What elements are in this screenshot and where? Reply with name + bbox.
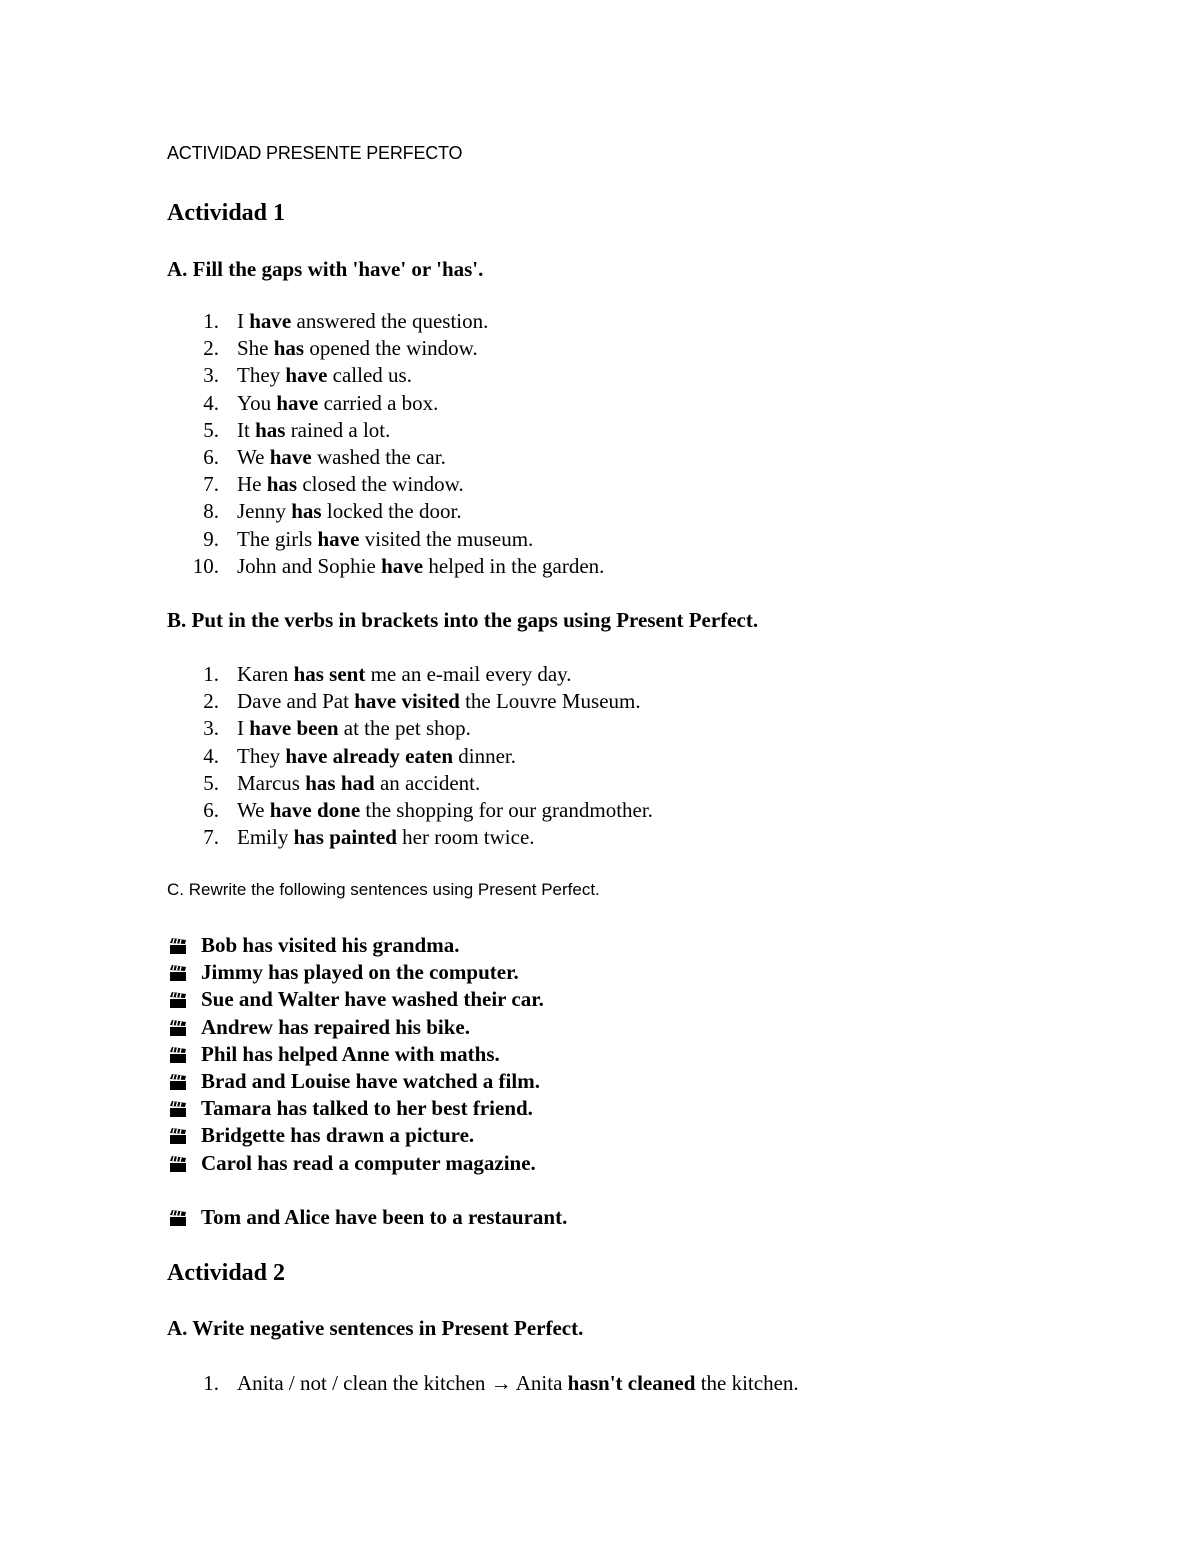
item-text: Karen (237, 662, 294, 686)
item-answer: have (381, 553, 424, 578)
list-item (167, 1370, 799, 1397)
clapperboard-icon (169, 1127, 187, 1145)
item-text: locked the door. (321, 499, 462, 524)
item-text: We (237, 444, 270, 469)
item-answer: has had (305, 770, 375, 795)
section-c-heading: C. Rewrite the following sentences using Present Perfect. (167, 880, 600, 899)
item-text: visited the museum. (359, 526, 534, 551)
item-answer: have (317, 526, 360, 551)
item-text: answered the question. (291, 309, 489, 333)
item-text: opened the window. (304, 336, 478, 361)
item-number: 2. (203, 689, 219, 714)
clapperboard-icon (169, 1046, 187, 1064)
item-answer: has (273, 336, 305, 361)
item-text: Tom and Alice have been to a restaurant. (201, 1204, 568, 1229)
item-answer: have already eaten (285, 743, 453, 768)
rewrite-sentences-list (167, 932, 567, 1231)
list-item (167, 959, 567, 986)
item-number: 8. (203, 499, 219, 524)
item-text: an accident. (374, 770, 481, 795)
list-item (167, 471, 604, 498)
item-text: Emily (237, 825, 294, 850)
item-text: the Louvre Museum. (459, 689, 641, 714)
item-text: closed the window. (297, 472, 464, 497)
item-number: 4. (203, 743, 219, 768)
item-number: 5. (203, 770, 219, 795)
item-text: Phil has helped Anne with maths. (201, 1041, 500, 1066)
item-text: the shopping for our grandmother. (360, 797, 653, 822)
document-title: ACTIVIDAD PRESENTE PERFECTO (167, 143, 463, 163)
item-text: Jimmy has played on the computer. (201, 960, 519, 985)
item-text: helped in the garden. (423, 553, 605, 578)
list-item (167, 688, 653, 715)
item-number: 3. (203, 716, 219, 741)
list-item (167, 308, 604, 335)
item-number: 1. (203, 309, 219, 333)
item-answer: have (285, 363, 328, 388)
item-answer: has (255, 417, 286, 442)
list-item (167, 1122, 567, 1149)
item-text: Jenny (237, 499, 292, 524)
item-answer: hasn't cleaned (567, 1371, 696, 1395)
item-text: Bob has visited his grandma. (201, 933, 460, 957)
item-text: Brad and Louise have watched a film. (201, 1068, 540, 1093)
item-text: Anita / not / clean the kitchen → Anita (237, 1371, 568, 1395)
item-answer: has (291, 499, 322, 524)
clapperboard-icon (169, 1019, 187, 1037)
item-text: rained a lot. (285, 417, 391, 442)
item-text: It (237, 417, 256, 442)
section-b-heading: B. Put in the verbs in brackets into the gaps using Present Perfect. (167, 608, 759, 632)
item-number: 9. (203, 526, 219, 551)
item-text: Dave and Pat (237, 689, 355, 714)
list-item (167, 1150, 567, 1177)
item-number: 1. (203, 662, 219, 686)
item-text: her room twice. (396, 825, 535, 850)
list-item (167, 417, 604, 444)
list-item (167, 661, 653, 688)
item-text: I (237, 309, 250, 333)
list-item (167, 1041, 567, 1068)
item-text: Tamara has talked to her best friend. (201, 1096, 533, 1121)
item-number: 3. (203, 363, 219, 388)
item-text: Carol has read a computer magazine. (201, 1150, 536, 1175)
clapperboard-icon (169, 1073, 187, 1091)
item-answer: has (266, 472, 298, 497)
item-text: Bridgette has drawn a picture. (201, 1123, 475, 1148)
item-text: Sue and Walter have washed their car. (201, 987, 544, 1012)
item-number: 6. (203, 444, 219, 469)
item-text: The girls (237, 526, 318, 551)
list-item (167, 362, 604, 389)
list-item (167, 1068, 567, 1095)
item-number: 4. (203, 390, 219, 415)
item-number: 10. (192, 553, 219, 578)
list-item (167, 526, 604, 553)
item-text: called us. (327, 363, 412, 388)
list-item (167, 335, 604, 362)
actividad-2-section-a-heading: A. Write negative sentences in Present Perfect. (167, 1316, 584, 1340)
item-text: at the pet shop. (338, 716, 471, 741)
list-item (167, 986, 567, 1013)
item-text: dinner. (453, 743, 516, 768)
list-item (167, 1204, 567, 1231)
list-item (167, 824, 653, 851)
clapperboard-icon (169, 1209, 187, 1227)
item-text: me an e-mail every day. (365, 662, 572, 686)
item-text: You (237, 390, 277, 415)
present-perfect-verbs-list (167, 661, 653, 851)
item-text: the kitchen. (695, 1371, 799, 1395)
section-a-heading: A. Fill the gaps with 'have' or 'has'. (167, 257, 484, 281)
list-item (167, 444, 604, 471)
item-answer: have (276, 390, 319, 415)
negative-sentences-list (167, 1370, 799, 1397)
item-answer: have done (269, 797, 361, 822)
list-item (167, 770, 653, 797)
list-item (167, 715, 653, 742)
item-answer: have (249, 309, 292, 333)
list-item (167, 1014, 567, 1041)
item-text: washed the car. (311, 444, 446, 469)
list-item (167, 1095, 567, 1122)
item-text: She (237, 336, 274, 361)
clapperboard-icon (169, 937, 187, 955)
list-item (167, 932, 567, 959)
item-text: I (237, 716, 250, 741)
list-item (167, 390, 604, 417)
item-text: Andrew has repaired his bike. (201, 1014, 470, 1039)
list-item (167, 498, 604, 525)
actividad-1-heading: Actividad 1 (167, 200, 286, 226)
item-number: 2. (203, 336, 219, 361)
item-answer: have been (249, 716, 339, 741)
clapperboard-icon (169, 964, 187, 982)
item-text: carried a box. (318, 390, 439, 415)
item-number: 1. (203, 1371, 219, 1395)
item-text: He (237, 472, 267, 497)
fill-gaps-list (167, 308, 604, 580)
list-item (167, 797, 653, 824)
item-number: 7. (203, 472, 219, 497)
item-answer: has painted (293, 825, 397, 850)
clapperboard-icon (169, 1155, 187, 1173)
item-text: John and Sophie (237, 553, 382, 578)
item-number: 5. (203, 417, 219, 442)
item-answer: has sent (293, 662, 366, 686)
item-text: Marcus (237, 770, 306, 795)
item-text: We (237, 797, 270, 822)
list-item (167, 743, 653, 770)
clapperboard-icon (169, 991, 187, 1009)
item-answer: have (269, 444, 312, 469)
actividad-2-heading: Actividad 2 (167, 1260, 286, 1286)
item-text: They (237, 743, 286, 768)
item-answer: have visited (354, 689, 460, 714)
item-number: 7. (203, 825, 219, 850)
item-number: 6. (203, 797, 219, 822)
list-item (167, 553, 604, 580)
item-text: They (237, 363, 286, 388)
clapperboard-icon (169, 1100, 187, 1118)
